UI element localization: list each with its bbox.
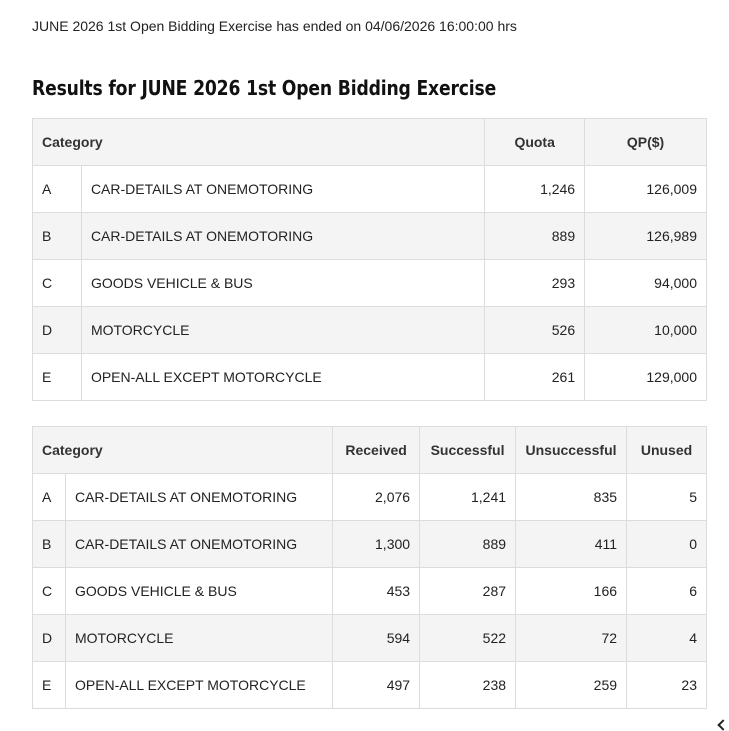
column-header-received: Received <box>333 427 420 474</box>
column-header-category: Category <box>33 119 485 166</box>
category-name: GOODS VEHICLE & BUS <box>81 260 484 307</box>
column-header-unused: Unused <box>627 427 707 474</box>
received-value: 453 <box>333 568 420 615</box>
quota-value: 293 <box>485 260 585 307</box>
category-code: B <box>33 213 82 260</box>
table-row <box>33 213 707 260</box>
category-code: E <box>33 354 82 401</box>
column-header-qp: QP($) <box>585 119 707 166</box>
page-title: Results for JUNE 2026 1st Open Bidding Exercise <box>32 76 497 100</box>
quota-value: 526 <box>485 307 585 354</box>
category-code: E <box>33 662 66 709</box>
unsuccessful-value: 259 <box>516 662 627 709</box>
category-name: OPEN-ALL EXCEPT MOTORCYCLE <box>81 354 484 401</box>
unused-value: 6 <box>627 568 707 615</box>
quota-value: 1,246 <box>485 166 585 213</box>
unsuccessful-value: 835 <box>516 474 627 521</box>
category-name: MOTORCYCLE <box>65 615 332 662</box>
exercise-ended-notice: JUNE 2026 1st Open Bidding Exercise has ended on 04/06/2026 16:00:00 hrs <box>32 18 517 34</box>
table-row <box>33 662 707 709</box>
successful-value: 889 <box>420 521 516 568</box>
category-code: A <box>33 474 66 521</box>
unsuccessful-value: 166 <box>516 568 627 615</box>
table-row <box>33 568 707 615</box>
table-row <box>33 166 707 213</box>
qp-value: 126,989 <box>585 213 707 260</box>
category-name: CAR-DETAILS AT ONEMOTORING <box>65 521 332 568</box>
table-header-row <box>33 119 707 166</box>
successful-value: 238 <box>420 662 516 709</box>
unused-value: 23 <box>627 662 707 709</box>
bids-table <box>32 426 707 709</box>
category-name: GOODS VEHICLE & BUS <box>65 568 332 615</box>
unused-value: 0 <box>627 521 707 568</box>
received-value: 2,076 <box>333 474 420 521</box>
received-value: 1,300 <box>333 521 420 568</box>
unused-value: 4 <box>627 615 707 662</box>
table-row <box>33 521 707 568</box>
received-value: 497 <box>333 662 420 709</box>
unsuccessful-value: 72 <box>516 615 627 662</box>
table-row <box>33 354 707 401</box>
unused-value: 5 <box>627 474 707 521</box>
column-header-quota: Quota <box>485 119 585 166</box>
successful-value: 522 <box>420 615 516 662</box>
column-header-category: Category <box>33 427 333 474</box>
qp-value: 10,000 <box>585 307 707 354</box>
quota-premium-table <box>32 118 707 401</box>
category-name: CAR-DETAILS AT ONEMOTORING <box>65 474 332 521</box>
quota-value: 261 <box>485 354 585 401</box>
category-name: CAR-DETAILS AT ONEMOTORING <box>81 166 484 213</box>
table-header-row <box>33 427 707 474</box>
successful-value: 1,241 <box>420 474 516 521</box>
category-name: CAR-DETAILS AT ONEMOTORING <box>81 213 484 260</box>
column-header-successful: Successful <box>420 427 516 474</box>
column-header-unsuccessful: Unsuccessful <box>516 427 627 474</box>
category-code: C <box>33 568 66 615</box>
qp-value: 126,009 <box>585 166 707 213</box>
qp-value: 94,000 <box>585 260 707 307</box>
category-code: D <box>33 307 82 354</box>
received-value: 594 <box>333 615 420 662</box>
qp-value: 129,000 <box>585 354 707 401</box>
category-name: MOTORCYCLE <box>81 307 484 354</box>
table-row <box>33 260 707 307</box>
successful-value: 287 <box>420 568 516 615</box>
table-row <box>33 615 707 662</box>
category-code: A <box>33 166 82 213</box>
unsuccessful-value: 411 <box>516 521 627 568</box>
table-row <box>33 307 707 354</box>
scroll-up-icon[interactable] <box>717 719 728 730</box>
table-row <box>33 474 707 521</box>
category-code: D <box>33 615 66 662</box>
category-code: C <box>33 260 82 307</box>
category-code: B <box>33 521 66 568</box>
quota-value: 889 <box>485 213 585 260</box>
category-name: OPEN-ALL EXCEPT MOTORCYCLE <box>65 662 332 709</box>
